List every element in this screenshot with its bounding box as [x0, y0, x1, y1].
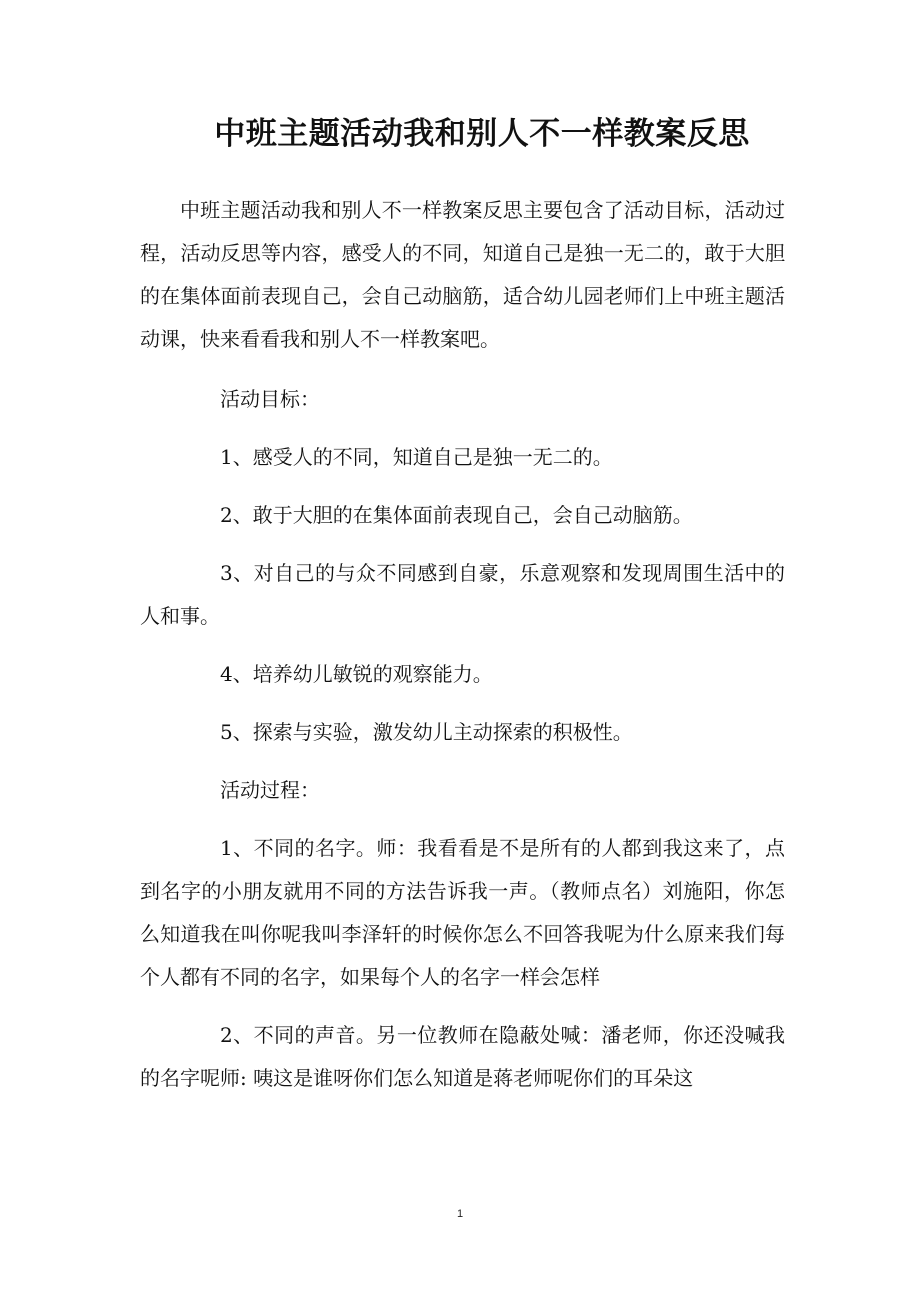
goal-item: 1、感受人的不同，知道自己是独一无二的。 [220, 445, 613, 469]
goal-item: 5、探索与实验，激发幼儿主动探索的积极性。 [220, 720, 633, 744]
document-title: 中班主题活动我和别人不一样教案反思 [214, 116, 750, 152]
document-body [140, 189, 785, 1115]
page-number: 1 [456, 1208, 464, 1220]
goal-item: 4、培养幼儿敏锐的观察能力。 [220, 662, 493, 686]
goal-item: 3、对自己的与众不同感到自豪，乐意观察和发现周围生活中的人和事。 [140, 561, 785, 628]
process-item: 1、不同的名字。师：我看看是不是所有的人都到我这来了，点到名字的小朋友就用不同的方法告诉我一声。（教师点名）刘施阳，你怎么知道我在叫你呢我叫李泽轩的时候你怎么不回答我呢为什么原来我们每个人都有不同的名字，如果每个人的名字一样会怎样 [140, 836, 785, 989]
goal-item: 2、敢于大胆的在集体面前表现自己，会自己动脑筋。 [220, 503, 693, 527]
goals-heading: 活动目标： [220, 387, 320, 411]
process-item: 2、不同的声音。另一位教师在隐蔽处喊：潘老师，你还没喊我的名字呢师: 咦这是谁呀你们怎么知道是蒋老师呢你们的耳朵这 [140, 1023, 785, 1090]
process-heading: 活动过程： [220, 778, 320, 802]
intro-paragraph: 中班主题活动我和别人不一样教案反思主要包含了活动目标，活动过程，活动反思等内容，感受人的不同，知道自己是独一无二的，敢于大胆的在集体面前表现自己，会自己动脑筋，适合幼儿园老师们上中班主题活动课，快来看看我和别人不一样教案吧。 [140, 198, 785, 351]
